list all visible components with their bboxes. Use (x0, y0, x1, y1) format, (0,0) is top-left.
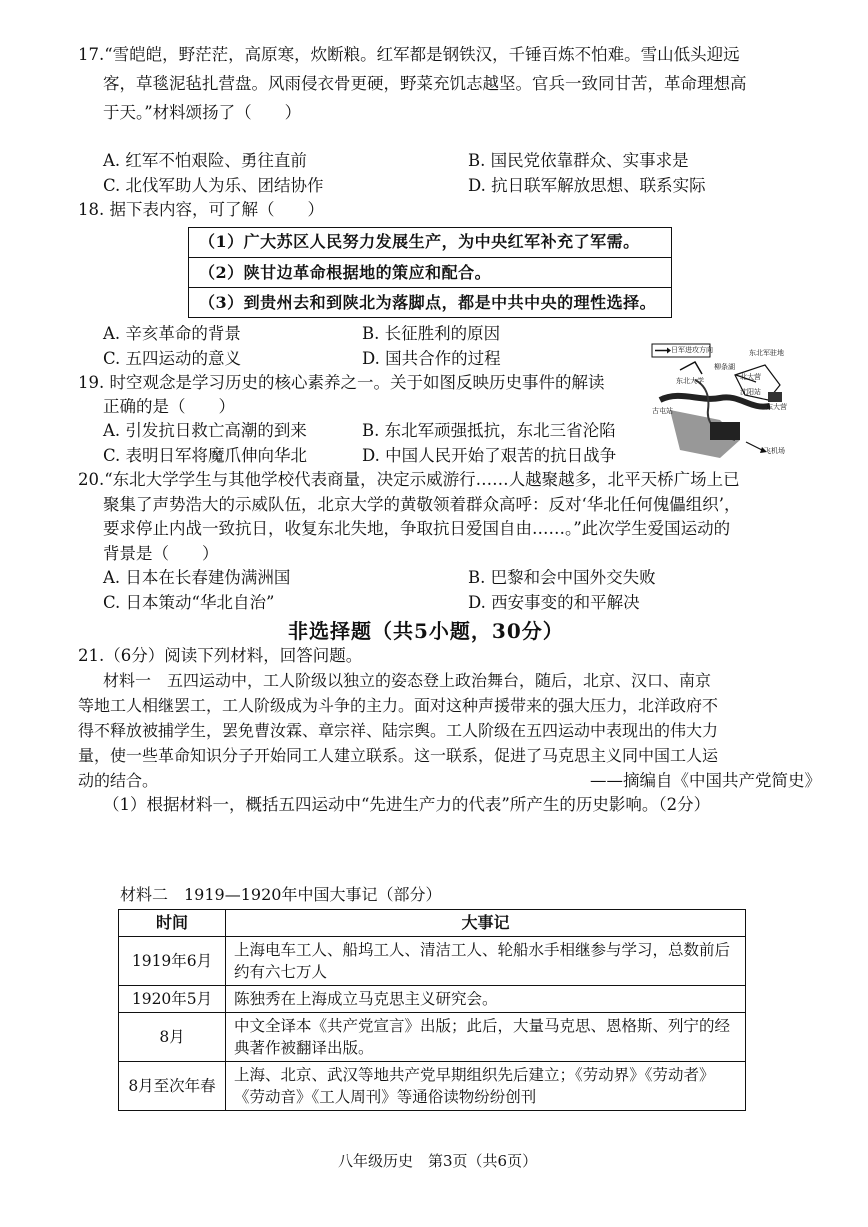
q21-material1-line: 等地工人相继罢工，工人阶级成为斗争的主力。面对这种声援带来的强大压力，北洋政府不 (78, 696, 719, 715)
table-header: 时间 (119, 910, 226, 937)
q20-line-2: 聚集了声势浩大的示威队伍，北京大学的黄敬领着群众高呼：反对‘华北任何傀儡组织’， (103, 495, 741, 514)
q19-option-d: D. 中国人民开始了艰苦的抗日战争 (362, 446, 617, 465)
q17-option-d: D. 抗日联军解放思想、联系实际 (468, 176, 706, 195)
table-row (119, 986, 746, 1013)
table-cell-time: 1920年5月 (119, 986, 226, 1013)
table-cell-time: 8月至次年春 (119, 1062, 226, 1111)
q21-stem: 21.（6分）阅读下列材料，回答问题。 (78, 646, 363, 665)
q21-material1-line: 量，使一些革命知识分子开始同工人建立联系。这一联系，促进了马克思主义同中国工人运 (78, 746, 719, 765)
table-header-row (119, 910, 746, 937)
events-table (118, 909, 746, 1111)
page-footer: 八年级历史 第3页（共6页） (338, 1152, 538, 1170)
q20-line-1: 20.“东北大学学生与其他学校代表商量，决定示威游行……人越聚越多，北平天桥广场上已 (78, 470, 740, 489)
map-label: 柳条湖 (714, 363, 735, 371)
map-label: 飞机场 (764, 447, 785, 455)
table-cell-time: 8月 (119, 1013, 226, 1062)
q19-option-b: B. 东北军顽强抵抗，东北三省沦陷 (362, 421, 616, 440)
map-label: 古屯站 (652, 407, 673, 415)
table-row (119, 1062, 746, 1111)
q19-map (650, 340, 800, 460)
q21-material2-title: 材料二 1919—1920年中国大事记（部分） (120, 885, 442, 904)
q20-option-c: C. 日本策动“华北自治” (103, 593, 275, 612)
map-label: 沈阳站 (740, 388, 761, 396)
q21-material1-line: 材料一 五四运动中，工人阶级以独立的姿态登上政治舞台，随后，北京、汉口、南京 (103, 671, 712, 690)
q18-table (188, 227, 672, 318)
map-label: 东大营 (766, 403, 787, 411)
table-cell-event: 陈独秀在上海成立马克思主义研究会。 (226, 986, 746, 1013)
table-header: 大事记 (226, 910, 746, 937)
q20-option-d: D. 西安事变的和平解决 (468, 593, 640, 612)
q20-option-a: A. 日本在长春建伪满洲国 (103, 568, 291, 587)
table-cell-event: 上海、北京、武汉等地共产党早期组织先后建立；《劳动界》《劳动者》《劳动音》《工人周刊》等通俗读物纷纷创刊 (226, 1062, 746, 1111)
q18-row: （2）陕甘边革命根据地的策应和配合。 (189, 257, 671, 287)
q20-line-4: 背景是（ ） (103, 544, 219, 563)
q18-option-b: B. 长征胜利的原因 (362, 324, 501, 343)
q21-sub1: （1）根据材料一，概括五四运动中“先进生产力的代表”所产生的历史影响。（2分） (103, 795, 711, 814)
q18-option-d: D. 国共合作的过程 (362, 349, 501, 368)
table-cell-event: 上海电车工人、船坞工人、清洁工人、轮船水手相继参与学习，总数前后约有六七万人 (226, 937, 746, 986)
q18-option-c: C. 五四运动的意义 (103, 349, 242, 368)
q17-line-2: 客，草毯泥毡扎营盘。风雨侵衣骨更硬，野菜充饥志越坚。官兵一致同甘苦，革命理想高 (103, 74, 747, 93)
map-legend-text: 日军进攻方向 (671, 346, 713, 354)
q19-option-a: A. 引发抗日救亡高潮的到来 (103, 421, 307, 440)
q17-option-b: B. 国民党依靠群众、实事求是 (468, 151, 689, 170)
q18-row: （3）到贵州去和到陕北为落脚点，都是中共中央的理性选择。 (189, 287, 671, 317)
q19-line-2: 正确的是（ ） (103, 397, 235, 416)
q18-option-a: A. 辛亥革命的背景 (103, 324, 241, 343)
q18-stem: 18. 据下表内容，可了解（ ） (78, 200, 324, 219)
q17-line-1: 17.“雪皑皑，野茫茫，高原寒，炊断粮。红军都是钢铁汉，千锤百炼不怕难。雪山低头迎远 (78, 45, 740, 64)
q17-option-c: C. 北伐军助人为乐、团结协作 (103, 176, 324, 195)
q17-line-3: 于天。”材料颂扬了（ ） (103, 103, 302, 122)
table-cell-event: 中文全译本《共产党宣言》出版；此后，大量马克思、恩格斯、列宁的经典著作被翻译出版。 (226, 1013, 746, 1062)
q19-option-c: C. 表明日军将魔爪伸向华北 (103, 446, 308, 465)
map-label: 东北军驻地 (749, 349, 784, 357)
table-row (119, 937, 746, 986)
map-label: 东北大学 (676, 377, 704, 385)
q19-line-1: 19. 时空观念是学习历史的核心素养之一。关于如图反映历史事件的解读 (78, 373, 605, 392)
q21-source: ——摘编自《中国共产党简史》 (590, 771, 821, 790)
section-title: 非选择题（共5小题，30分） (288, 619, 564, 643)
q20-line-3: 要求停止内战一致抗日，收复东北失地，争取抗日爱国自由……。”此次学生爱国运动的 (103, 519, 731, 538)
table-row (119, 1013, 746, 1062)
table-cell-time: 1919年6月 (119, 937, 226, 986)
q17-option-a: A. 红军不怕艰险、勇往直前 (103, 151, 307, 170)
map-label: 北大营 (740, 373, 761, 381)
q20-option-b: B. 巴黎和会中国外交失败 (468, 568, 656, 587)
q21-material1-line: 得不释放被捕学生，罢免曹汝霖、章宗祥、陆宗舆。工人阶级在五四运动中表现出的伟大力 (78, 721, 719, 740)
q18-row: （1）广大苏区人民努力发展生产，为中央红军补充了军需。 (199, 231, 640, 251)
q21-material1-line: 动的结合。 (78, 771, 159, 790)
